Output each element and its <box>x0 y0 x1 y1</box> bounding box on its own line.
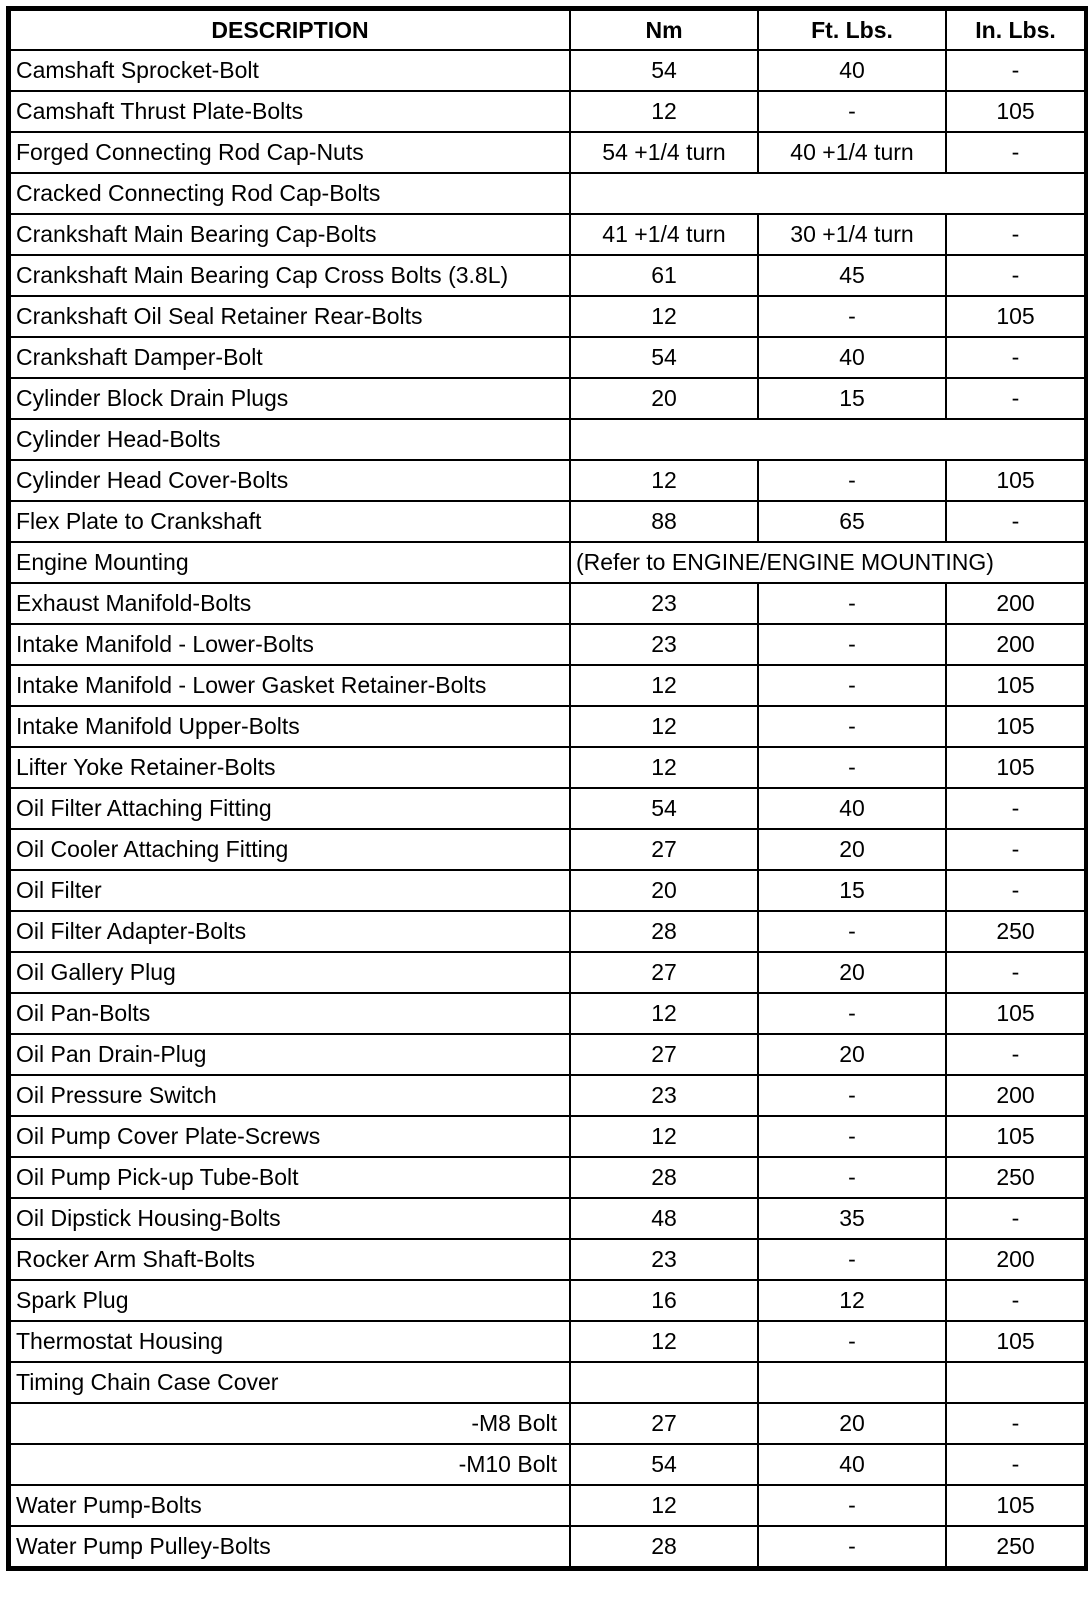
cell-in-lbs: - <box>946 1280 1085 1321</box>
cell-nm: 54 +1/4 turn <box>570 132 758 173</box>
table-row <box>10 173 1085 214</box>
cell-in-lbs: 105 <box>946 1485 1085 1526</box>
cell-description: Oil Pump Pick-up Tube-Bolt <box>10 1157 570 1198</box>
cell-description: Oil Dipstick Housing-Bolts <box>10 1198 570 1239</box>
cell-ft-lbs: - <box>758 1526 946 1567</box>
cell-in-lbs: 105 <box>946 665 1085 706</box>
table-row <box>10 706 1085 747</box>
cell-description: Thermostat Housing <box>10 1321 570 1362</box>
cell-in-lbs <box>946 1362 1085 1403</box>
cell-ft-lbs: 20 <box>758 829 946 870</box>
torque-spec-table <box>9 9 1086 1568</box>
cell-nm: 27 <box>570 1403 758 1444</box>
cell-in-lbs: - <box>946 952 1085 993</box>
cell-nm: 12 <box>570 296 758 337</box>
cell-description: Oil Pan Drain-Plug <box>10 1034 570 1075</box>
cell-description: Engine Mounting <box>10 542 570 583</box>
cell-nm <box>570 1362 758 1403</box>
table-row <box>10 1321 1085 1362</box>
table-row <box>10 460 1085 501</box>
cell-ft-lbs: - <box>758 747 946 788</box>
cell-in-lbs: 105 <box>946 91 1085 132</box>
cell-in-lbs: 200 <box>946 583 1085 624</box>
note-prefix: (Refer to <box>576 549 672 575</box>
cell-nm: 23 <box>570 1239 758 1280</box>
table-row <box>10 255 1085 296</box>
table-row <box>10 296 1085 337</box>
cell-ft-lbs: - <box>758 706 946 747</box>
cell-in-lbs: 250 <box>946 911 1085 952</box>
cell-description: Oil Filter Attaching Fitting <box>10 788 570 829</box>
note-suffix: ) <box>986 549 994 575</box>
cell-in-lbs: - <box>946 829 1085 870</box>
cell-nm: 28 <box>570 911 758 952</box>
cell-in-lbs: 105 <box>946 706 1085 747</box>
cell-in-lbs: - <box>946 337 1085 378</box>
cell-ft-lbs: - <box>758 665 946 706</box>
table-row <box>10 1362 1085 1403</box>
table-row <box>10 501 1085 542</box>
table-row <box>10 1034 1085 1075</box>
cell-nm: 27 <box>570 1034 758 1075</box>
cell-description: Crankshaft Main Bearing Cap Cross Bolts (3.8L) <box>10 255 570 296</box>
cell-in-lbs: - <box>946 501 1085 542</box>
table-row <box>10 624 1085 665</box>
table-row <box>10 50 1085 91</box>
cell-nm: 54 <box>570 50 758 91</box>
cell-description: Oil Cooler Attaching Fitting <box>10 829 570 870</box>
cell-in-lbs: - <box>946 1444 1085 1485</box>
cell-ft-lbs <box>758 1362 946 1403</box>
table-body <box>10 50 1085 1567</box>
table-row <box>10 665 1085 706</box>
table-row <box>10 747 1085 788</box>
table-row <box>10 1116 1085 1157</box>
cell-ft-lbs: - <box>758 460 946 501</box>
cell-description: Crankshaft Main Bearing Cap-Bolts <box>10 214 570 255</box>
cell-ft-lbs: - <box>758 624 946 665</box>
cell-nm: 54 <box>570 1444 758 1485</box>
cell-ft-lbs: - <box>758 1116 946 1157</box>
cell-description: Oil Pressure Switch <box>10 1075 570 1116</box>
cell-in-lbs: - <box>946 214 1085 255</box>
table-row <box>10 1526 1085 1567</box>
cell-nm: 12 <box>570 1485 758 1526</box>
cell-in-lbs: - <box>946 788 1085 829</box>
cell-ft-lbs: - <box>758 1321 946 1362</box>
cell-ft-lbs: 20 <box>758 1034 946 1075</box>
cell-in-lbs: - <box>946 1403 1085 1444</box>
header-in-lbs: In. Lbs. <box>946 10 1085 50</box>
cell-nm: 27 <box>570 829 758 870</box>
cell-in-lbs: 200 <box>946 624 1085 665</box>
cell-ft-lbs: 40 <box>758 337 946 378</box>
table-row <box>10 993 1085 1034</box>
cell-nm: 54 <box>570 788 758 829</box>
header-row <box>10 10 1085 50</box>
cell-nm: 28 <box>570 1526 758 1567</box>
cell-description: Oil Gallery Plug <box>10 952 570 993</box>
cell-in-lbs: 200 <box>946 1075 1085 1116</box>
cell-nm: 27 <box>570 952 758 993</box>
cell-nm: 54 <box>570 337 758 378</box>
cell-ft-lbs: - <box>758 1157 946 1198</box>
header-nm: Nm <box>570 10 758 50</box>
cell-empty-span <box>570 173 1085 214</box>
cell-description: Intake Manifold - Lower Gasket Retainer-Bolts <box>10 665 570 706</box>
header-ft-lbs: Ft. Lbs. <box>758 10 946 50</box>
header-description: DESCRIPTION <box>10 10 570 50</box>
cell-in-lbs: 250 <box>946 1526 1085 1567</box>
cell-in-lbs: - <box>946 1034 1085 1075</box>
cell-ft-lbs: 30 +1/4 turn <box>758 214 946 255</box>
cell-description: Timing Chain Case Cover <box>10 1362 570 1403</box>
table-row <box>10 1075 1085 1116</box>
cell-description: Oil Filter <box>10 870 570 911</box>
cell-nm: 61 <box>570 255 758 296</box>
cell-in-lbs: 250 <box>946 1157 1085 1198</box>
cell-empty-span <box>570 419 1085 460</box>
cell-ft-lbs: 15 <box>758 378 946 419</box>
cell-description: Rocker Arm Shaft-Bolts <box>10 1239 570 1280</box>
cell-ft-lbs: - <box>758 911 946 952</box>
table-row <box>10 583 1085 624</box>
cell-description: Camshaft Thrust Plate-Bolts <box>10 91 570 132</box>
cell-description: Flex Plate to Crankshaft <box>10 501 570 542</box>
cell-ft-lbs: 40 <box>758 788 946 829</box>
cell-in-lbs: 105 <box>946 1321 1085 1362</box>
cell-in-lbs: 105 <box>946 993 1085 1034</box>
cell-description: -M8 Bolt <box>10 1403 570 1444</box>
cell-ft-lbs: 65 <box>758 501 946 542</box>
table-row <box>10 419 1085 460</box>
cell-description: Oil Pan-Bolts <box>10 993 570 1034</box>
cell-in-lbs: 105 <box>946 296 1085 337</box>
cell-description: Oil Filter Adapter-Bolts <box>10 911 570 952</box>
cell-nm: 23 <box>570 583 758 624</box>
cell-nm: 12 <box>570 1321 758 1362</box>
cell-in-lbs: 105 <box>946 747 1085 788</box>
cell-description: Crankshaft Damper-Bolt <box>10 337 570 378</box>
cell-reference-note <box>570 542 1085 583</box>
cell-nm: 23 <box>570 624 758 665</box>
cell-nm: 12 <box>570 747 758 788</box>
note-reference-link[interactable]: ENGINE/ENGINE MOUNTING <box>671 549 987 575</box>
cell-nm: 12 <box>570 993 758 1034</box>
cell-description: Water Pump Pulley-Bolts <box>10 1526 570 1567</box>
table-row <box>10 1444 1085 1485</box>
table-row <box>10 337 1085 378</box>
cell-in-lbs: - <box>946 132 1085 173</box>
cell-nm: 12 <box>570 1116 758 1157</box>
table-row <box>10 1280 1085 1321</box>
cell-description: Camshaft Sprocket-Bolt <box>10 50 570 91</box>
cell-ft-lbs: 35 <box>758 1198 946 1239</box>
cell-ft-lbs: 20 <box>758 952 946 993</box>
cell-description: Forged Connecting Rod Cap-Nuts <box>10 132 570 173</box>
cell-in-lbs: - <box>946 1198 1085 1239</box>
cell-ft-lbs: 45 <box>758 255 946 296</box>
table-row <box>10 1485 1085 1526</box>
cell-description: Intake Manifold - Lower-Bolts <box>10 624 570 665</box>
cell-description: -M10 Bolt <box>10 1444 570 1485</box>
cell-nm: 23 <box>570 1075 758 1116</box>
cell-in-lbs: - <box>946 378 1085 419</box>
table-row <box>10 870 1085 911</box>
cell-nm: 41 +1/4 turn <box>570 214 758 255</box>
table-row <box>10 911 1085 952</box>
cell-in-lbs: - <box>946 50 1085 91</box>
cell-description: Intake Manifold Upper-Bolts <box>10 706 570 747</box>
table-row <box>10 214 1085 255</box>
cell-ft-lbs: 40 <box>758 1444 946 1485</box>
cell-nm: 12 <box>570 91 758 132</box>
table-row <box>10 542 1085 583</box>
cell-ft-lbs: 12 <box>758 1280 946 1321</box>
cell-ft-lbs: - <box>758 993 946 1034</box>
cell-nm: 16 <box>570 1280 758 1321</box>
table-row <box>10 1157 1085 1198</box>
cell-description: Cracked Connecting Rod Cap-Bolts <box>10 173 570 214</box>
cell-in-lbs: - <box>946 255 1085 296</box>
cell-ft-lbs: 20 <box>758 1403 946 1444</box>
cell-description: Cylinder Head-Bolts <box>10 419 570 460</box>
cell-nm: 48 <box>570 1198 758 1239</box>
table-row <box>10 829 1085 870</box>
table-row <box>10 132 1085 173</box>
cell-nm: 12 <box>570 706 758 747</box>
cell-description: Lifter Yoke Retainer-Bolts <box>10 747 570 788</box>
cell-ft-lbs: 40 <box>758 50 946 91</box>
torque-spec-table-frame <box>6 6 1088 1571</box>
table-row <box>10 1239 1085 1280</box>
cell-ft-lbs: - <box>758 1075 946 1116</box>
cell-description: Cylinder Block Drain Plugs <box>10 378 570 419</box>
cell-nm: 28 <box>570 1157 758 1198</box>
cell-ft-lbs: - <box>758 1485 946 1526</box>
cell-ft-lbs: 40 +1/4 turn <box>758 132 946 173</box>
cell-description: Oil Pump Cover Plate-Screws <box>10 1116 570 1157</box>
cell-in-lbs: 200 <box>946 1239 1085 1280</box>
table-row <box>10 952 1085 993</box>
cell-description: Cylinder Head Cover-Bolts <box>10 460 570 501</box>
cell-ft-lbs: - <box>758 91 946 132</box>
cell-description: Water Pump-Bolts <box>10 1485 570 1526</box>
table-row <box>10 788 1085 829</box>
cell-in-lbs: 105 <box>946 460 1085 501</box>
cell-ft-lbs: - <box>758 296 946 337</box>
cell-nm: 20 <box>570 378 758 419</box>
cell-ft-lbs: - <box>758 583 946 624</box>
table-row <box>10 91 1085 132</box>
cell-nm: 88 <box>570 501 758 542</box>
cell-description: Spark Plug <box>10 1280 570 1321</box>
cell-ft-lbs: - <box>758 1239 946 1280</box>
cell-nm: 12 <box>570 460 758 501</box>
cell-ft-lbs: 15 <box>758 870 946 911</box>
table-row <box>10 1198 1085 1239</box>
table-row <box>10 1403 1085 1444</box>
cell-in-lbs: 105 <box>946 1116 1085 1157</box>
cell-nm: 20 <box>570 870 758 911</box>
cell-description: Crankshaft Oil Seal Retainer Rear-Bolts <box>10 296 570 337</box>
cell-in-lbs: - <box>946 870 1085 911</box>
cell-description: Exhaust Manifold-Bolts <box>10 583 570 624</box>
cell-nm: 12 <box>570 665 758 706</box>
table-row <box>10 378 1085 419</box>
